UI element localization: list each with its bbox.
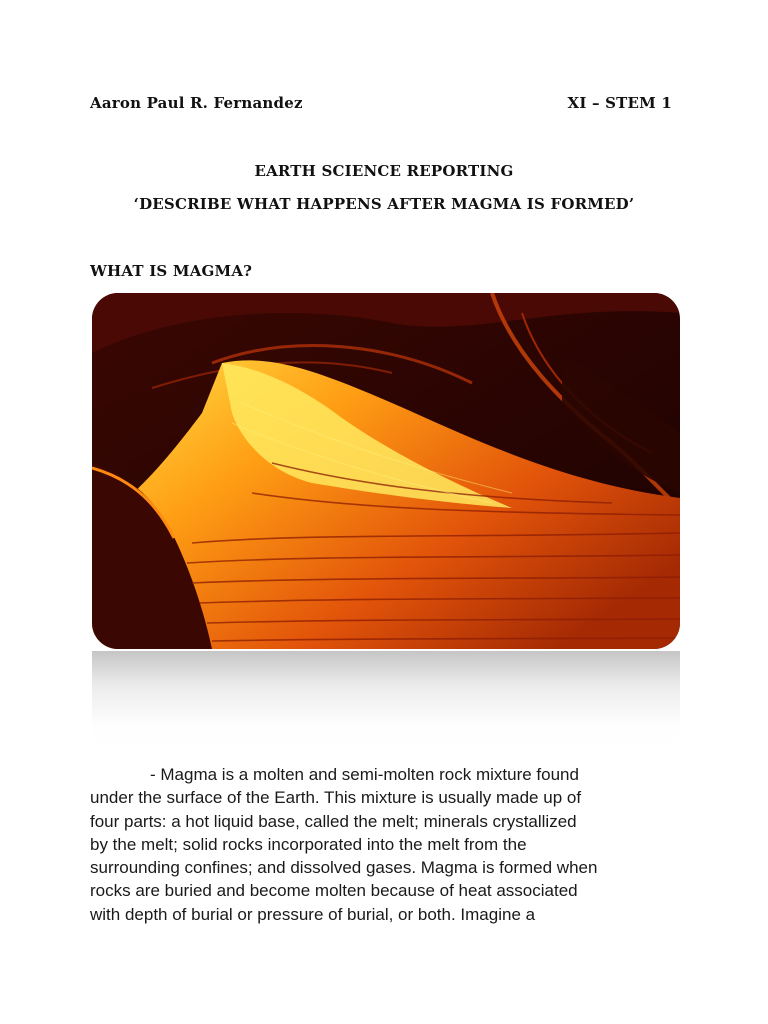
lava-flow-image [92,293,680,649]
body-line: under the surface of the Earth. This mixture is usually made up of [90,788,582,808]
body-line: - Magma is a molten and semi-molten rock mixture found [150,765,579,784]
report-title: EARTH SCIENCE REPORTING [254,162,514,180]
body-line: four parts: a hot liquid base, called the melt; minerals crystallized [90,811,577,831]
body-paragraph [90,763,680,926]
lava-flow-photo-icon [92,293,680,649]
report-subtitle: ‘DESCRIBE WHAT HAPPENS AFTER MAGMA IS FORMED’ [133,195,635,213]
author-name: Aaron Paul R. Fernandez [90,94,303,112]
document-header [90,94,672,112]
body-line: surrounding confines; and dissolved gases. Magma is formed when [90,858,598,878]
image-reflection [92,651,680,749]
body-line: rocks are buried and become molten because of heat associated [90,881,578,901]
body-line: with depth of burial or pressure of burial, or both. Imagine a [90,904,536,924]
class-section: XI – STEM 1 [567,94,672,112]
section-heading: WHAT IS MAGMA? [90,262,253,280]
body-line: by the melt; solid rocks incorporated into the melt from the [90,834,527,854]
